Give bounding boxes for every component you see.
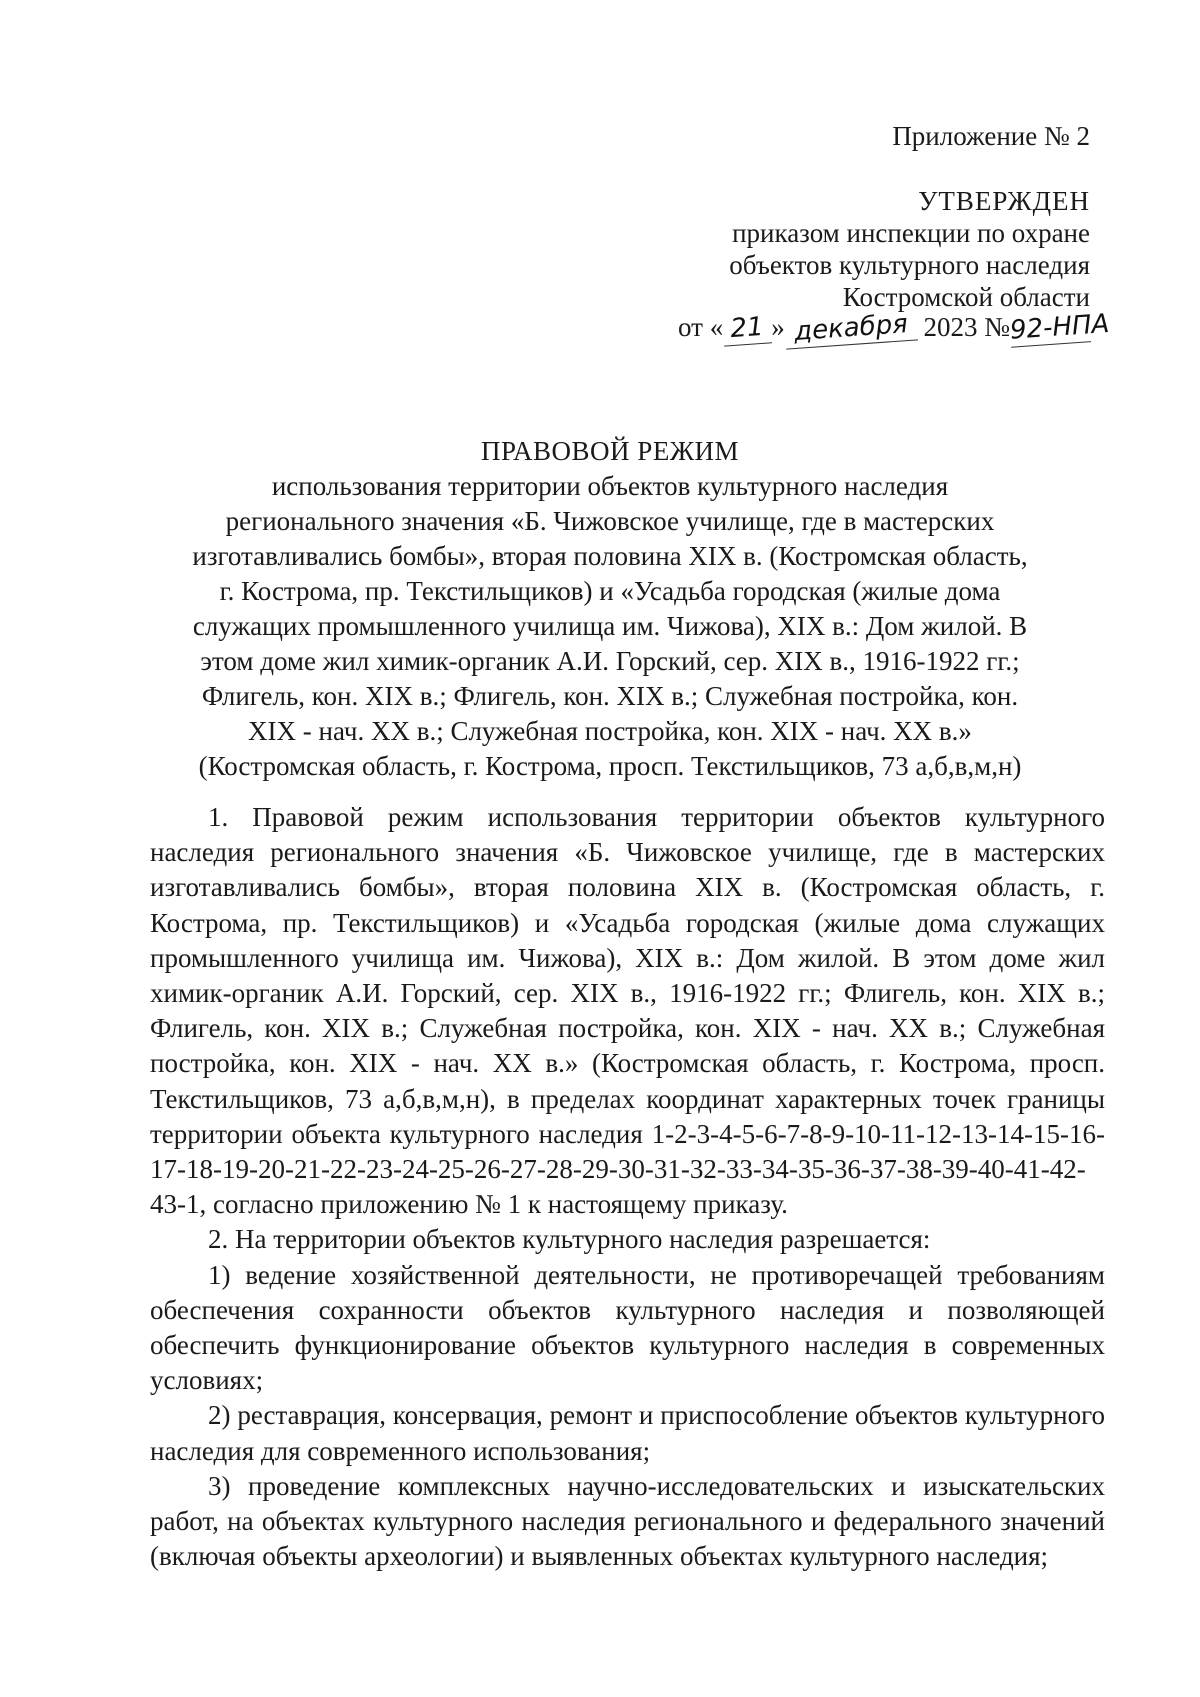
subtitle-line: использования территории объектов культурного наследия (271, 471, 949, 501)
body-paragraph: 3) проведение комплексных научно-исследовательских и изыскательских работ, на объектах культурного наследия регионального и федерального значений (включая объекты археологии) и выявленных объектах культурного наследия; (150, 1470, 1105, 1572)
handwritten-order-number: 92-НПА (1009, 308, 1111, 346)
approval-line: приказом инспекции по охране (732, 218, 1090, 248)
date-year: 2023 (923, 312, 978, 342)
subtitle-line: г. Кострома, пр. Текстильщиков) и «Усадьба городская (жилые дома (219, 576, 1001, 606)
approval-line: объектов культурного наследия (729, 250, 1090, 280)
body-paragraph: 1) ведение хозяйственной деятельности, не противоречащей требованиям обеспечения сохранности объектов культурного наследия и позволяющей обеспечить функционирование объектов культурного наследия в современных условиях; (150, 1259, 1105, 1396)
document-title (150, 434, 1070, 784)
approval-block (729, 185, 1090, 313)
subtitle-line: этом доме жил химик-органик А.И. Горский, сер. XIX в., 1916-1922 гг.; (200, 646, 1020, 676)
subtitle-line: служащих промышленного училища им. Чижова), XIX в.: Дом жилой. В (192, 611, 1028, 641)
approval-line: Костромской области (842, 282, 1090, 312)
body-paragraph: 1. Правовой режим использования территории объектов культурного наследия регионального значения «Б. Чижовское училище, где в мастерских изготавливались бомбы», вторая половина XIX в. (Костромская область, г. Кострома, пр. Текстильщиков) и «Усадьба городская (жилые дома служащих промышленного училища им. Чижова), XIX в.: Дом жилой. В этом доме жил химик-органик А.И. Горский, сер. XIX в., 1916-1922 гг.; Флигель, кон. XIX в.; Флигель, кон. XIX в.; Служебная постройка, кон. XIX - нач. XX в.; Служебная постройка, кон. XIX - нач. XX в.» (Костромская область, г. Кострома, просп. Текстильщиков, 73 а,б,в,м,н), в пределах координат характерных точек границы территории объекта культурного наследия 1-2-3-4-5-6-7-8-9-10-11-12-13-14-15-16-17-18-19-20-21-22-23-24-25-26-27-28-29-30-31-32-33-34-35-36-37-38-39-40-41-42-43-1, согласно приложению № 1 к настоящему приказу. (150, 802, 1106, 1220)
subtitle-line: изготавливались бомбы», вторая половина XIX в. (Костромская область, (192, 541, 1028, 571)
subtitle-line: Флигель, кон. XIX в.; Флигель, кон. XIX в.; Служебная постройка, кон. (201, 681, 1019, 711)
date-mid: » (771, 312, 785, 342)
handwritten-day: 21 (722, 310, 772, 346)
body-paragraph: 2. На территории объектов культурного наследия разрешается: (208, 1224, 931, 1255)
title-heading: ПРАВОВОЙ РЕЖИМ (480, 436, 740, 466)
order-date-line (678, 308, 1111, 347)
body-paragraph: 2) реставрация, консервация, ремонт и приспособление объектов культурного наследия для современного использования; (150, 1400, 1105, 1466)
approved-label: УТВЕРЖДЕН (918, 186, 1090, 216)
number-prefix: № (984, 312, 1010, 342)
subtitle-line: (Костромская область, г. Кострома, просп. Текстильщиков, 73 а,б,в,м,н) (198, 751, 1022, 781)
document-body (150, 800, 1105, 1574)
date-prefix: от « (678, 312, 724, 342)
appendix-label: Приложение № 2 (892, 121, 1090, 151)
subtitle-line: XIX - нач. XX в.; Служебная постройка, кон. XIX - нач. XX в.» (248, 716, 972, 746)
subtitle-line: регионального значения «Б. Чижовское училище, где в мастерских (225, 506, 995, 536)
handwritten-month: декабря (784, 307, 918, 349)
